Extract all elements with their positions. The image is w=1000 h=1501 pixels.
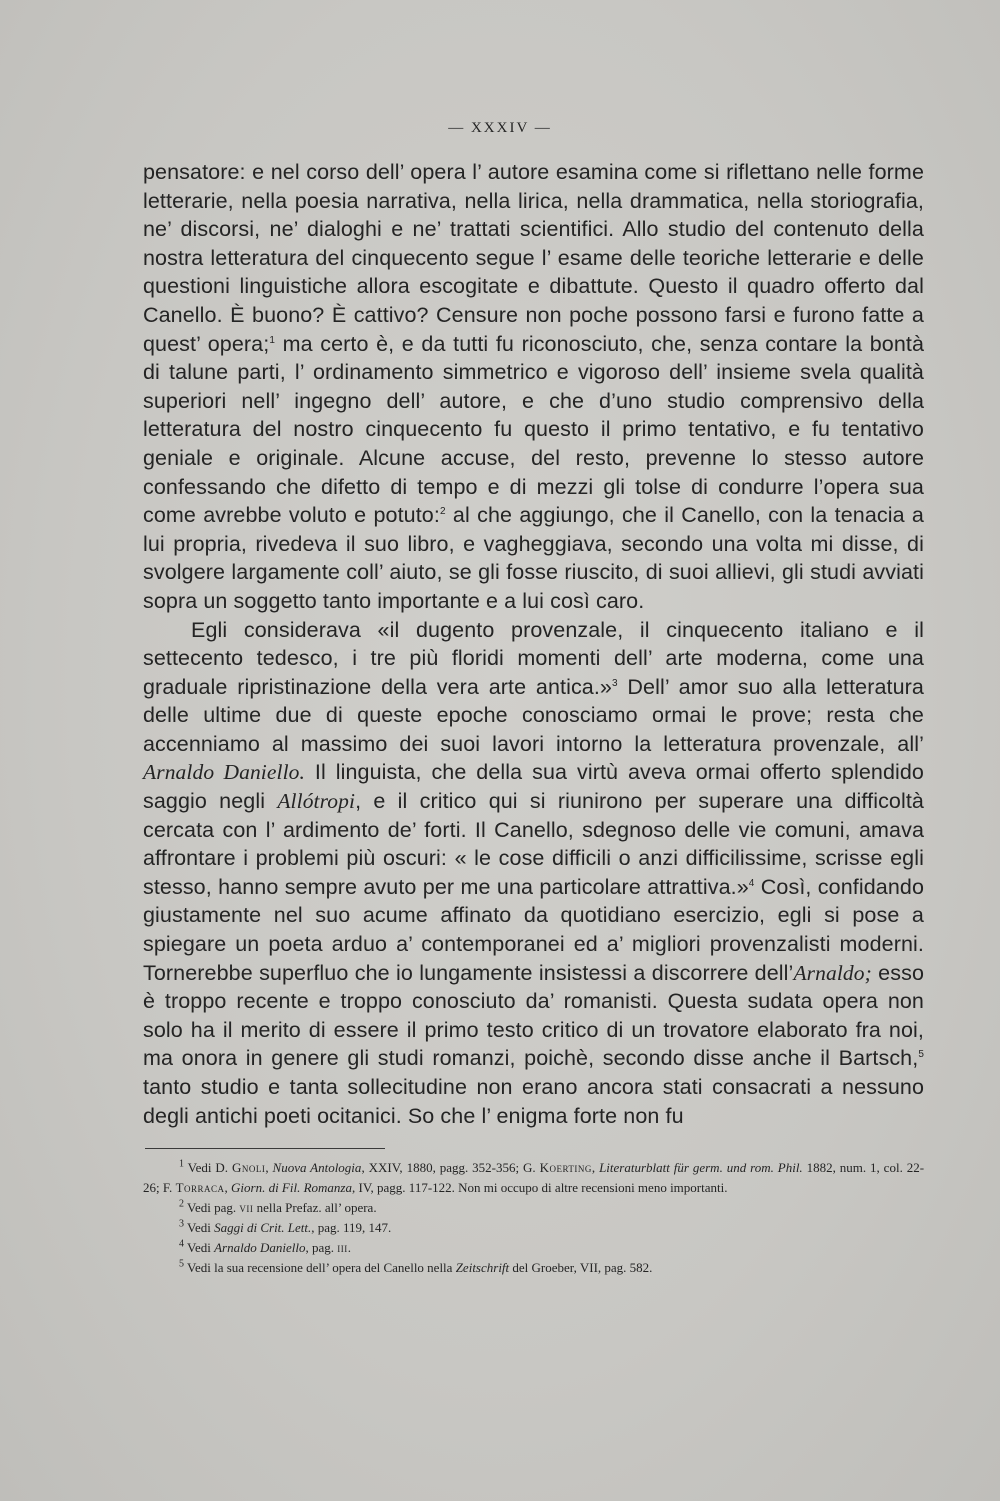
text-run: Vedi <box>184 1240 215 1255</box>
author-name: Koerting <box>539 1160 592 1175</box>
footnote-number: 4 <box>179 1238 184 1250</box>
text-run: Vedi <box>184 1220 215 1235</box>
text-run: ma certo è, e da tutti fu riconosciuto, che, senza contare la bontà di talune parti, l’ ordinamento simmetrico e vigoroso dell’ insieme svela qualità superiori nell’ ingegno dell’ autore, e che d’uno studio comprensivo della letteratura del nostro cinquecento fu questo il primo tentativo, e fu tentativo geniale e originale. Alcune accuse, del resto, prevenne lo stesso autore confessando che difetto di tempo e di mezzi gli tolse di condurre l’opera sua come avrebbe voluto e potuto: <box>143 331 925 528</box>
italic-title: Arnaldo; <box>793 960 872 985</box>
text-run: , pag. 119, 147. <box>311 1220 392 1235</box>
text-run: , XXIV, 1880, pagg. 352-356; G. <box>361 1160 540 1175</box>
text-run: al che aggiungo, che il Canello, con la tenacia a lui propria, rivedeva il suo libro, e vagheggiava, secondo una volta mi disse, di svolgere largamente coll’ aiuto, se gli fosse riuscito, di suoi allievi, gli studi avviati sopra un soggetto tanto importante e a lui così caro. <box>143 503 924 613</box>
footnote-number: 5 <box>179 1258 184 1270</box>
footnote-number: 3 <box>179 1218 184 1230</box>
text-run: esso è troppo recente e troppo conosciuto da’ romanisti. Questa sudata opera non solo ha il merito di essere il primo testo critico di un trovatore elaborato fra noi, ma onora in genere gli studi romanzi, poichè, secondo disse anche il Bartsch, <box>143 960 924 1071</box>
footnote-ref-1[interactable]: 1 <box>269 334 275 346</box>
page-number: — XXXIV — <box>448 120 552 136</box>
author-name: Gnoli <box>231 1160 266 1175</box>
italic-title: Arnaldo Daniello <box>214 1240 306 1255</box>
roman-numeral: vii <box>239 1200 254 1215</box>
text-run: Egli considerava «il dugento provenzale, il cinquecento italiano e il settecento tedesco, i tre più floridi momenti dell’ arte moderna, come una graduale ripristinazione della vera arte antica.» <box>143 617 924 699</box>
footnote-2 <box>143 1198 924 1218</box>
footnote-5 <box>143 1258 924 1278</box>
italic-title: Saggi di Crit. Lett. <box>214 1220 312 1235</box>
text-run: Dell’ amor suo alla letteratura delle ultime due di queste epoche conosciamo ormai le prove; resta che accenniamo al massimo dei suoi lavori intorno la letteratura provenzale, all’ <box>143 674 924 756</box>
italic-title: Zeitschrift <box>455 1260 510 1275</box>
text-run: , e il critico qui si riunirono per superare una difficoltà cercata con l’ ardimento de’ forti. Il Canello, sdegnoso delle vie comuni, amava affrontare i problemi più oscuri: « le cose difficili o anzi difficilissime, scrisse egli stesso, hanno sempre avuto per me una particolare attrattiva.» <box>143 789 924 899</box>
text-run: pensatore: e nel corso dell’ opera l’ autore esamina come si riflettano nelle forme letterarie, nella poesia narrativa, nella lirica, nella drammatica, nella storiografia, ne’ discorsi, ne’ dialoghi e ne’ trattati scientifici. Allo studio del contenuto della nostra letteratura del cinquecento segue l’ esame delle teoriche letterarie e delle questioni linguistiche allora escogitate e dibattute. Questo il quadro offerto dal Canello. È buono? È cattivo? Censure non poche possono farsi e furono fatte a quest’ opera; <box>143 160 924 356</box>
text-run: Il linguista, che della sua virtù aveva ormai offerto splendido saggio negli <box>143 760 924 814</box>
text-run: , <box>224 1180 232 1195</box>
footnote-ref-5[interactable]: 5 <box>918 1049 924 1061</box>
italic-title: Allótropi <box>277 789 356 814</box>
footnotes <box>143 1158 924 1278</box>
footnote-ref-3[interactable]: 3 <box>612 677 618 689</box>
text-run: Vedi la sua recensione dell’ opera del Canello nella <box>184 1260 456 1275</box>
footnote-1 <box>143 1158 924 1198</box>
roman-numeral: iii <box>337 1240 348 1255</box>
footnote-ref-2[interactable]: 2 <box>439 505 446 517</box>
text-run: nella Prefaz. all’ opera. <box>253 1200 377 1215</box>
footnote-ref-4[interactable]: 4 <box>748 877 755 889</box>
text-run: , <box>591 1160 600 1175</box>
text-run: , pag. <box>305 1240 338 1255</box>
paragraph-1 <box>143 158 924 616</box>
footnote-divider <box>145 1148 385 1149</box>
text-run: . <box>347 1240 351 1255</box>
italic-title: Literaturblatt für germ. und rom. Phil. <box>599 1160 803 1175</box>
author-name: Torraca <box>175 1180 225 1195</box>
main-text <box>143 158 924 1130</box>
text-run: tanto studio e tanta sollecitudine non erano ancora stati consacrati a nessuno degli antichi poeti ocitanici. So che l’ enigma forte non fu <box>143 1075 924 1128</box>
text-run: Così, confidando giustamente nel suo acume affinato da quotidiano esercizio, egli si pose a spiegare un poeta arduo a’ contemporanei ed a’ migliori provenzalisti moderni. Tornerebbe superfluo che io lungamente insistessi a discorrere dell’ <box>143 874 925 985</box>
text-run: Vedi D. <box>184 1160 232 1175</box>
text-run: del Groeber, VII, pag. 582. <box>509 1260 653 1275</box>
italic-title: Giorn. di Fil. Romanza <box>231 1180 352 1195</box>
footnote-number: 2 <box>179 1198 184 1210</box>
footnote-3 <box>143 1218 924 1238</box>
footnote-4 <box>143 1238 924 1258</box>
text-run: , IV, pagg. 117-122. Non mi occupo di altre recensioni meno importanti. <box>352 1180 728 1195</box>
italic-title: Arnaldo Daniello. <box>143 760 305 785</box>
paragraph-2 <box>143 616 924 1131</box>
footnote-number: 1 <box>179 1158 184 1170</box>
text-run: , <box>265 1160 273 1175</box>
text-run: 1882, num. 1, col. 22-26; F. <box>143 1160 925 1195</box>
text-run: Vedi pag. <box>184 1200 240 1215</box>
italic-title: Nuova Antologia <box>272 1160 362 1175</box>
